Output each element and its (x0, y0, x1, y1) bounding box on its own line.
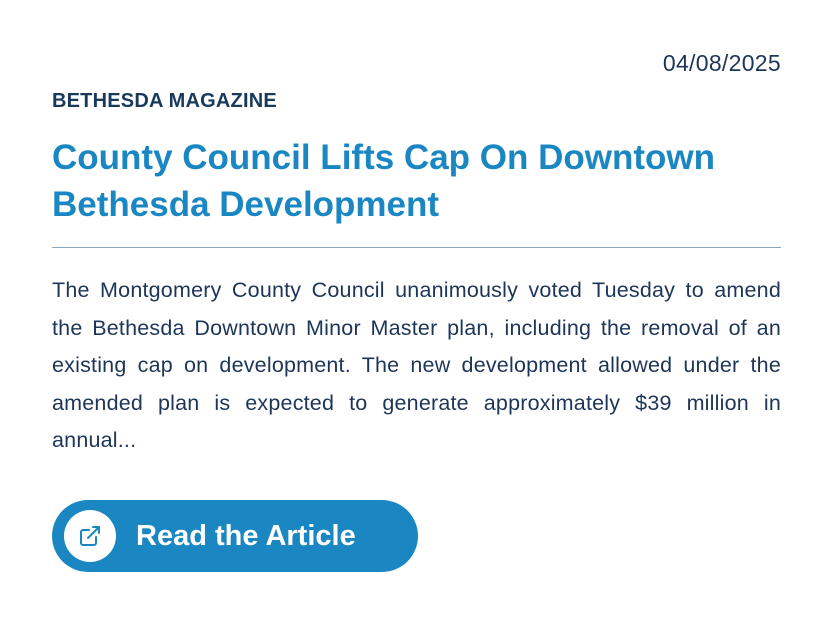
read-article-label: Read the Article (136, 519, 356, 552)
divider (52, 247, 781, 248)
external-link-icon (64, 510, 116, 562)
article-date: 04/08/2025 (662, 50, 781, 76)
article-summary: The Montgomery County Council unanimously voted Tuesday to amend the Bethesda Downtown Minor Master plan, including the removal of an existing cap on development. The new development allowed under the amended plan is expected to generate approximately $39 million in annual... (52, 278, 781, 452)
read-article-button[interactable] (52, 500, 418, 572)
article-source: BETHESDA MAGAZINE (52, 90, 277, 112)
article-headline: County Council Lifts Cap On Downtown Bethesda Development (52, 138, 715, 224)
